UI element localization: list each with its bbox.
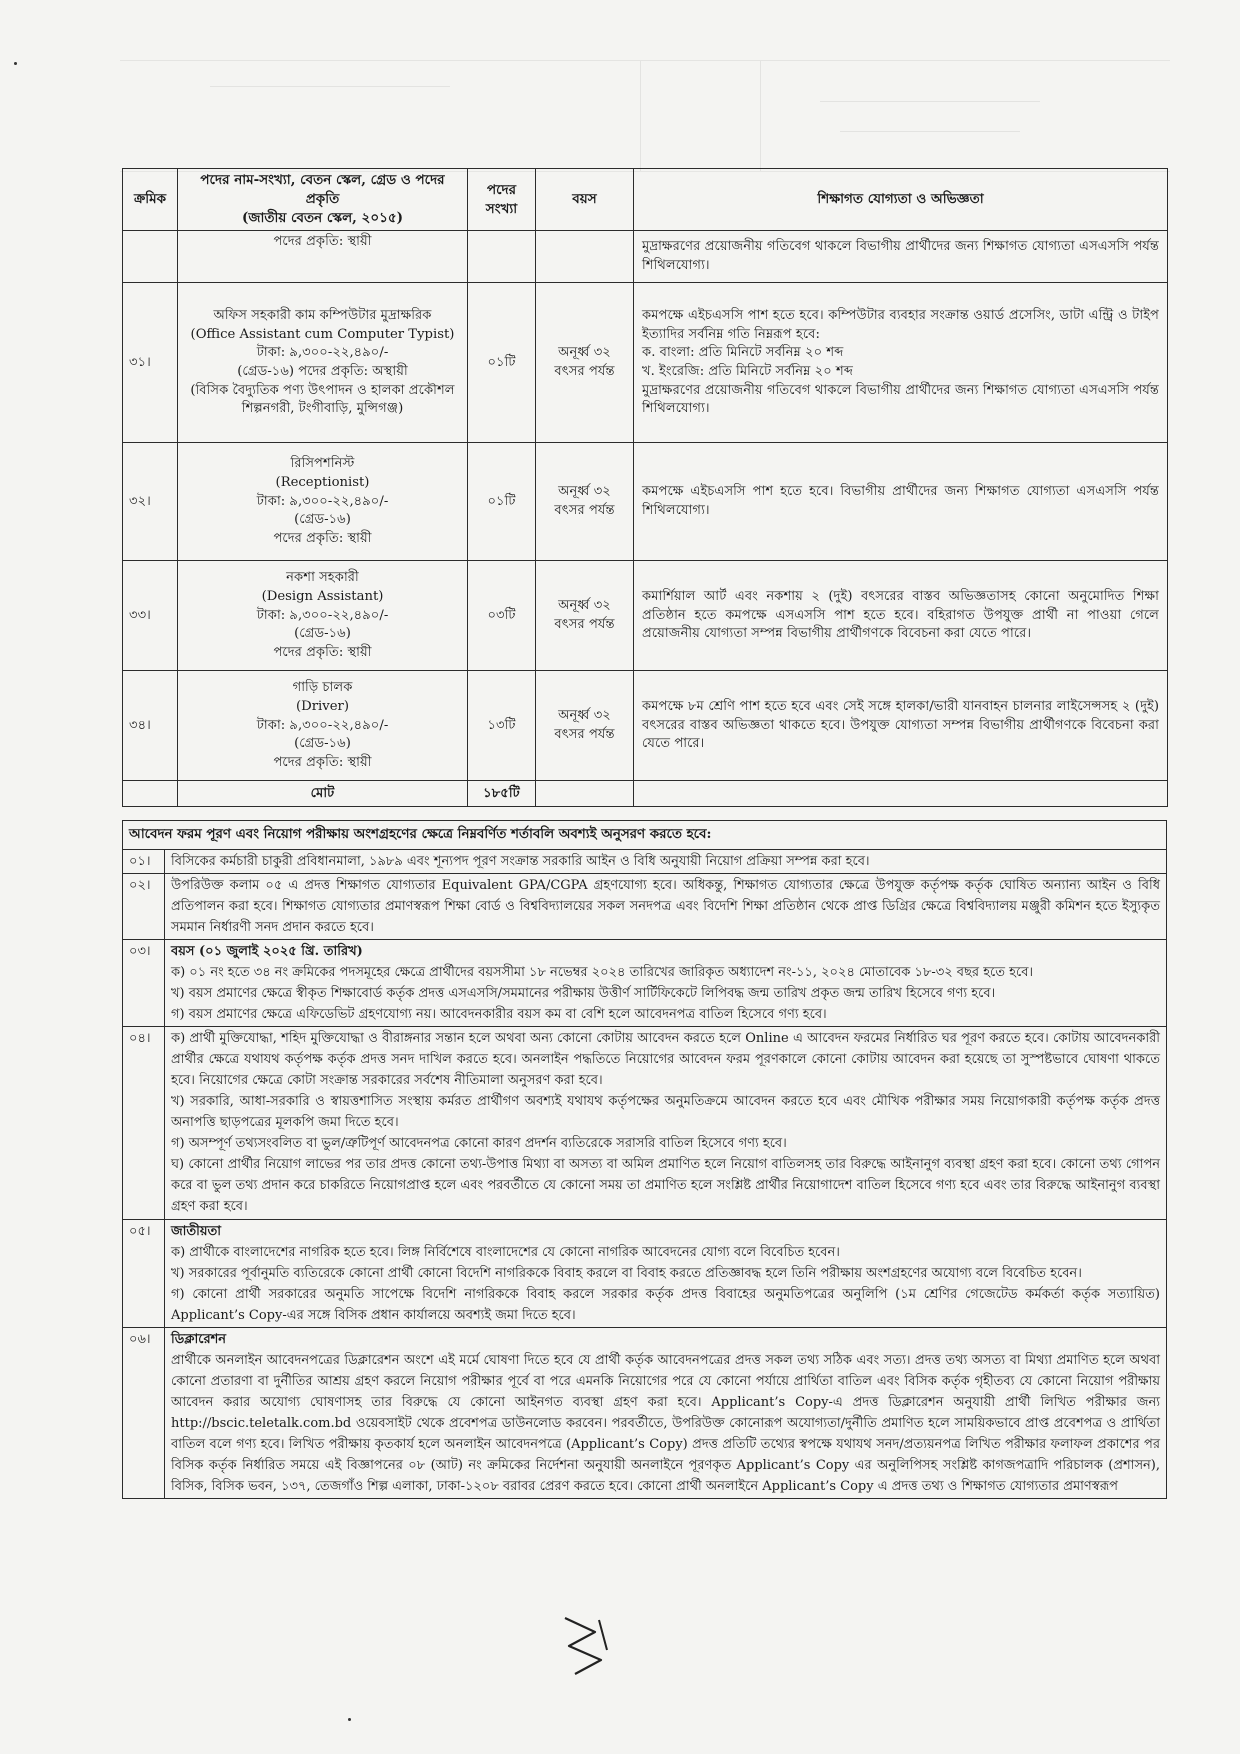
post-age-line2: বৎসর পর্যন্ত — [554, 726, 615, 742]
bleed-through-area — [120, 60, 1170, 172]
post-title-en: (Design Assistant) — [261, 588, 384, 604]
post-age-line1: অনূর্ধ্ব ৩২ — [558, 598, 611, 614]
condition-paragraph: গ) অসম্পূর্ণ তথ্যসংবলিত বা ভুল/ত্রুটিপূর্ণ আবেদনপত্র কোনো কারণ প্রদর্শন ব্যতিরেকে সরাসরি বাতিল হিসেবে গণ্য হবে। — [171, 1136, 787, 1152]
condition-paragraph: ঘ) কোনো প্রার্থীর নিয়োগ লাভের পর তার প্রদত্ত কোনো তথ্য-উপাত্ত মিথ্যা বা অসত্য বা অমিল প্রমাণিত হলে নিয়োগ বাতিলসহ তার বিরুদ্ধে আইনানুগ ব্যবস্থা গ্রহণ করা হবে। কোনো তথ্য গোপন করে বা ভুল তথ্য প্রদান করে চাকরিতে নিয়োগপ্রাপ্ত হলে এবং পরবর্তীতে যে কোনো সময় তা প্রমাণিত হলে সংশ্লিষ্ট প্রার্থীর নিয়োগাদেশ বাতিল হিসেবে গণ্য হবে এবং তার বিরুদ্ধে আইনানুগ ব্যবস্থা গ্রহণ করা হবে। — [171, 1157, 1160, 1215]
post-age-line1: অনূর্ধ্ব ৩২ — [558, 484, 611, 500]
header-post-line1: পদের নাম-সংখ্যা, বেতন স্কেল, গ্রেড ও পদের — [200, 172, 445, 188]
post-qualification — [634, 671, 1168, 781]
post-title: গাড়ি চালক — [292, 680, 353, 696]
condition-body — [165, 1219, 1167, 1327]
condition-paragraph: ক) প্রার্থী মুক্তিযোদ্ধা, শহিদ মুক্তিযোদ্ধা ও বীরাঙ্গনার সন্তান হলে অথবা অন্য কোনো কোটায় আবেদন করতে হলে Online এ আবেদন ফরমের নির্ধারিত ঘর পূরণ করতে হবে। কোটায় আবেদনকারী প্রার্থীর ক্ষেত্রে যথাযথ কর্তৃপক্ষ কর্তৃক প্রদত্ত সনদ দাখিল করতে হবে। অনলাইন পদ্ধতিতে নিয়োগের আবেদন ফরম পূরণকালে কোনো কোটায় আবেদন করা হয়েছে তা সুস্পষ্টভাবে ঘোষণা থাকতে হবে। নিয়োগের ক্ষেত্রে কোটা সংক্রান্ত সরকারের সর্বশেষ নীতিমালা অনুসরণ করা হবে। — [171, 1031, 1160, 1089]
qualification-line: ক. বাংলা: প্রতি মিনিটে সর্বনিম্ন ২০ শব্দ — [642, 345, 844, 361]
qualification-line: খ. ইংরেজি: প্রতি মিনিটে সর্বনিম্ন ২০ শব্দ — [642, 363, 854, 379]
posts-header-row — [123, 169, 1168, 231]
post-pay-scale: টাকা: ৯,৩০০-২২,৪৯০/- — [256, 345, 389, 361]
signature-mark — [555, 1610, 625, 1680]
post-grade: (গ্রেড-১৬) — [294, 512, 351, 528]
header-post-line2: প্রকৃতি — [305, 191, 340, 208]
post-title-en: (Office Assistant cum Computer Typist) — [190, 326, 455, 342]
post-nature: পদের প্রকৃতি: স্থায়ী — [273, 755, 372, 771]
post-serial: ৩৪। — [123, 671, 178, 781]
condition-paragraph: প্রার্থীকে অনলাইন আবেদনপত্রের ডিক্লারেশন অংশে এই মর্মে ঘোষণা দিতে হবে যে প্রার্থী কর্তৃক আবেদনপত্রের প্রদত্ত সকল তথ্য সঠিক এবং সত্য। প্রদত্ত তথ্য অসত্য বা মিথ্যা প্রমাণিত হলে অথবা কোনো প্রতারণা বা দুর্নীতির আশ্রয় গ্রহণ করলে নিয়োগ পরীক্ষার পূর্বে বা পরে এমনকি নিয়োগের পরে যে কোনো পর্যায়ে প্রার্থিতা বাতিল এবং বিসিক কর্তৃক গৃহীতব্য যে কোনো নিয়োগ পরীক্ষায় আবেদন করার অযোগ্য ঘোষণাসহ তার বিরুদ্ধে যে কোনো আইনগত ব্যবস্থা গ্রহণ করা হবে। Applicant’s Copy-এ প্রদত্ত ডিক্লারেশন অনুযায়ী প্রার্থী লিখিত পরীক্ষার জন্য http://bscic.teletalk.com.bd ওয়েবসাইট থেকে প্রবেশপত্র ডাউনলোড করবেন। পরবর্তীতে, উপরিউক্ত কোনোরূপ অযোগ্যতা/দুর্নীতি প্রমাণিত হলে সাময়িকভাবে প্রাপ্ত প্রবেশপত্র ও প্রার্থিতা বাতিল বলে গণ্য হবে। লিখিত পরীক্ষায় কৃতকার্য হলে অনলাইন আবেদনপত্রে (Applicant’s Copy) প্রদত্ত প্রতিটি তথ্যের স্বপক্ষে যথাযথ সনদ/প্রত্যয়নপত্র লিখিত পরীক্ষার ফলাফল প্রকাশের পর বিসিক কর্তৃক নির্ধারিত সময়ে এই বিজ্ঞাপনের ০৮ (আট) নং ক্রমিকের নির্দেশনা অনুযায়ী অনলাইনে পূরণকৃত Applicant’s Copy এর অনুলিপিসহ সংশ্লিষ্ট কাগজপত্রাদি পরিচালক (প্রশাসন), বিসিক, বিসিক ভবন, ১৩৭, তেজগাঁও শিল্প এলাকা, ঢাকা-১২০৮ বরাবর প্রেরণ করতে হবে। কোনো প্রার্থী অনলাইনে Applicant’s Copy এ প্রদত্ত তথ্য ও শিক্ষাগত যোগ্যতার প্রমাণস্বরূপ — [171, 1352, 1160, 1495]
post-pay-scale: টাকা: ৯,৩০০-২২,৪৯০/- — [256, 717, 389, 733]
condition-body — [165, 1327, 1167, 1498]
condition-item — [123, 873, 1167, 939]
header-serial: ক্রমিক — [123, 169, 178, 231]
qualification-line: কমপক্ষে ৮ম শ্রেণি পাশ হতে হবে এবং সেই সঙ্গে হালকা/ভারী যানবাহন চালনার লাইসেন্সসহ ২ (দুই) বৎসরের বাস্তব অভিজ্ঞতা থাকতে হবে। উপযুক্ত যোগ্যতা সম্পন্ন বিভাগীয় প্রার্থীগণকে বিবেচনা করা যেতে পারে। — [642, 698, 1159, 752]
post-grade: (গ্রেড-১৬) পদের প্রকৃতি: অস্থায়ী — [237, 363, 408, 379]
total-value: ১৮৫টি — [468, 781, 536, 807]
post-row — [123, 283, 1168, 443]
condition-title: বয়স (০১ জুলাই ২০২৫ খ্রি. তারিখ) — [171, 943, 363, 959]
post-title: অফিস সহকারী কাম কম্পিউটার মুদ্রাক্ষরিক — [213, 307, 432, 323]
condition-body — [165, 849, 1167, 873]
header-age: বয়স — [536, 169, 634, 231]
post-age-line1: অনূর্ধ্ব ৩২ — [558, 345, 611, 361]
post-count: ০৩টি — [468, 561, 536, 671]
qualification-line: কমপক্ষে এইচএসসি পাশ হতে হবে। কম্পিউটার ব্যবহার সংক্রান্ত ওয়ার্ড প্রসেসিং, ডাটা এন্ট্রি ও টাইপ ইত্যাদির সর্বনিম্ন গতি নিম্নরূপ হবে: — [642, 307, 1159, 342]
condition-number: ০২। — [123, 873, 165, 939]
post-age — [536, 671, 634, 781]
post-pay-scale: টাকা: ৯,৩০০-২২,৪৯০/- — [256, 493, 389, 509]
post-count: ০১টি — [468, 283, 536, 443]
condition-item — [123, 1219, 1167, 1327]
post-details — [178, 561, 468, 671]
condition-paragraph: উপরিউক্ত কলাম ০৫ এ প্রদত্ত শিক্ষাগত যোগ্যতার Equivalent GPA/CGPA গ্রহণযোগ্য হবে। অধিকন্তু, শিক্ষাগত যোগ্যতার ক্ষেত্রে উপযুক্ত কর্তৃপক্ষ কর্তৃক ঘোষিত অন্যান্য আইন ও বিধি প্রতিপালন করা হবে। শিক্ষাগত যোগ্যতার প্রমাণস্বরূপ শিক্ষা বোর্ড ও বিশ্ববিদ্যালয়ের সকল সনদপত্র এবং বিদেশি শিক্ষা প্রতিষ্ঠান থেকে প্রাপ্ত ডিগ্রির ক্ষেত্রে বিশ্ববিদ্যালয় মঞ্জুরী কমিশন হতে ইস্যুকৃত সমমান নির্ধারণী সনদ প্রদান করতে হবে। — [171, 877, 1160, 935]
post-age-line1: অনূর্ধ্ব ৩২ — [558, 708, 611, 724]
total-row — [123, 781, 1168, 807]
post-title-en: (Driver) — [296, 698, 349, 714]
post-age — [536, 443, 634, 561]
post-count: ১৩টি — [468, 671, 536, 781]
condition-number: ০৩। — [123, 939, 165, 1026]
post-pay-scale: টাকা: ৯,৩০০-২২,৪৯০/- — [256, 607, 389, 623]
post-serial: ৩২। — [123, 443, 178, 561]
post-grade: (গ্রেড-১৬) — [294, 736, 351, 752]
qualification-line: মুদ্রাক্ষরণের প্রয়োজনীয় গতিবেগ থাকলে বিভাগীয় প্রার্থীদের জন্য শিক্ষাগত যোগ্যতা এসএসসি পর্যন্ত শিথিলযোগ্য। — [642, 382, 1159, 417]
condition-item — [123, 849, 1167, 873]
post-age — [536, 561, 634, 671]
condition-number: ০৬। — [123, 1327, 165, 1498]
condition-body — [165, 939, 1167, 1026]
header-qualification: শিক্ষাগত যোগ্যতা ও অভিজ্ঞতা — [634, 169, 1168, 231]
condition-item — [123, 939, 1167, 1026]
post-age — [536, 283, 634, 443]
post-serial: ৩৩। — [123, 561, 178, 671]
condition-item — [123, 1027, 1167, 1219]
post-details — [178, 283, 468, 443]
condition-item — [123, 1327, 1167, 1498]
post-grade: (গ্রেড-১৬) — [294, 626, 351, 642]
header-count: পদের সংখ্যা — [468, 169, 536, 231]
post-qualification — [634, 283, 1168, 443]
post-age-line2: বৎসর পর্যন্ত — [554, 363, 615, 379]
post-count: ০১টি — [468, 443, 536, 561]
condition-number: ০৫। — [123, 1219, 165, 1327]
post-serial: ৩১। — [123, 283, 178, 443]
condition-body — [165, 873, 1167, 939]
post-qualification — [634, 561, 1168, 671]
condition-paragraph: বিসিকের কর্মচারী চাকুরী প্রবিধানমালা, ১৯৮৯ এবং শূন্যপদ পূরণ সংক্রান্ত সরকারি আইন ও বিধি অনুযায়ী নিয়োগ প্রক্রিয়া সম্পন্ন করা হবে। — [171, 853, 870, 869]
condition-paragraph: ক) প্রার্থীকে বাংলাদেশের নাগরিক হতে হবে। লিঙ্গ নির্বিশেষে বাংলাদেশের যে কোনো নাগরিক আবেদনের যোগ্য বলে বিবেচিত হবেন। — [171, 1244, 840, 1260]
condition-paragraph: গ) বয়স প্রমাণের ক্ষেত্রে এফিডেভিট গ্রহণযোগ্য নয়। আবেদনকারীর বয়স কম বা বেশি হলে আবেদনপত্র বাতিল হিসেবে গণ্য হবে। — [171, 1007, 827, 1023]
post-row — [123, 561, 1168, 671]
post-row — [123, 443, 1168, 561]
page-speck — [348, 1718, 351, 1721]
condition-paragraph: খ) সরকারি, আধা-সরকারি ও স্বায়ত্তশাসিত সংস্থায় কর্মরত প্রার্থীগণ অবশ্যই যথাযথ কর্তৃপক্ষের অনুমতিক্রমে আবেদন করতে হবে এবং মৌখিক পরীক্ষার সময় নিয়োগকারী কর্তৃপক্ষ কর্তৃক প্রদত্ত অনাপত্তি ছাড়পত্রের মূলকপি জমা দিতে হবে। — [171, 1094, 1160, 1131]
condition-title: জাতীয়তা — [171, 1223, 222, 1239]
post-nature: পদের প্রকৃতি: স্থায়ী — [273, 531, 372, 547]
condition-number: ০৪। — [123, 1027, 165, 1219]
post-title-en: (Receptionist) — [275, 474, 370, 490]
post-title: নকশা সহকারী — [286, 570, 359, 586]
carry-over-row — [123, 231, 1168, 283]
post-nature: পদের প্রকৃতি: স্থায়ী — [273, 645, 372, 661]
conditions-heading: আবেদন ফরম পূরণ এবং নিয়োগ পরীক্ষায় অংশগ্রহণের ক্ষেত্রে নিম্নবর্ণিত শর্তাবলি অবশ্যই অনুসরণ করতে হবে: — [123, 821, 1167, 850]
condition-paragraph: ক) ০১ নং হতে ৩৪ নং ক্রমিকের পদসমূহের ক্ষেত্রে প্রার্থীদের বয়সসীমা ১৮ নভেম্বর ২০২৪ তারিখের জারিকৃত অধ্যাদেশ নং-১১, ২০২৪ মোতাবেক ১৮-৩২ বছর হতে হবে। — [171, 964, 1034, 980]
condition-paragraph: গ) কোনো প্রার্থী সরকারের অনুমতি সাপেক্ষে বিদেশি নাগরিককে বিবাহ করলে সরকার কর্তৃক প্রদত্ত বিবাহের অনুমতিপত্রের অনুলিপি (১ম শ্রেণির গেজেটেড কর্মকর্তা কর্তৃক সত্যায়িত) Applicant’s Copy-এর সঙ্গে বিসিক প্রধান কার্যালয়ে অবশ্যই জমা দিতে হবে। — [171, 1286, 1160, 1323]
qualification-line: কমপক্ষে এইচএসসি পাশ হতে হবে। বিভাগীয় প্রার্থীদের জন্য শিক্ষাগত যোগ্যতা এসএসসি পর্যন্ত শিথিলযোগ্য। — [642, 484, 1159, 518]
post-age-line2: বৎসর পর্যন্ত — [554, 502, 615, 518]
conditions-heading-row — [123, 821, 1167, 850]
post-age-line2: বৎসর পর্যন্ত — [554, 616, 615, 632]
qualification-line: কমার্শিয়াল আর্ট এবং নকশায় ২ (দুই) বৎসরের বাস্তব অভিজ্ঞতাসহ কোনো অনুমোদিত শিক্ষা প্রতিষ্ঠান হতে কমপক্ষে এসএসসি পাশ হতে হবে। বহিরাগত উপযুক্ত প্রার্থী না পাওয়া গেলে প্রয়োজনীয় যোগ্যতা সম্পন্ন বিভাগীয় প্রার্থীগণকে বিবেচনা করা যেতে পারে। — [642, 588, 1159, 642]
carry-over-nature: পদের প্রকৃতি: স্থায়ী — [178, 231, 468, 283]
condition-title: ডিক্লারেশন — [171, 1331, 227, 1347]
condition-number: ০১। — [123, 849, 165, 873]
post-details — [178, 671, 468, 781]
total-label: মোট — [178, 781, 468, 807]
post-title: রিসিপশনিস্ট — [290, 456, 355, 472]
carry-over-qualification: মুদ্রাক্ষরণের প্রয়োজনীয় গতিবেগ থাকলে বিভাগীয় প্রার্থীদের জন্য শিক্ষাগত যোগ্যতা এসএসসি পর্যন্ত শিথিলযোগ্য। — [634, 231, 1168, 283]
post-qualification — [634, 443, 1168, 561]
post-row — [123, 671, 1168, 781]
condition-paragraph: খ) বয়স প্রমাণের ক্ষেত্রে স্বীকৃত শিক্ষাবোর্ড কর্তৃক প্রদত্ত এসএসসি/সমমানের পরীক্ষায় উত্তীর্ণ সার্টিফিকেটে লিপিবদ্ধ জন্ম তারিখ প্রকৃত জন্ম তারিখ হিসেবে গণ্য হবে। — [171, 985, 996, 1001]
page-speck — [14, 62, 17, 65]
post-details — [178, 443, 468, 561]
post-location: (বিসিক বৈদ্যুতিক পণ্য উৎপাদন ও হালকা প্রকৌশল শিল্পনগরী, টংগীবাড়ি, মুন্সিগঞ্জ) — [190, 382, 455, 417]
posts-table — [122, 168, 1168, 807]
condition-body — [165, 1027, 1167, 1219]
header-post — [178, 169, 468, 231]
header-post-line3: (জাতীয় বেতন স্কেল, ২০১৫) — [241, 210, 404, 227]
condition-paragraph: খ) সরকারের পূর্বানুমতি ব্যতিরেকে কোনো প্রার্থী কোনো বিদেশি নাগরিককে বিবাহ করলে বা বিবাহ করতে প্রতিজ্ঞাবদ্ধ হলে তিনি পরীক্ষায় অংশগ্রহণের অযোগ্য বলে বিবেচিত হবেন। — [171, 1265, 1082, 1281]
conditions-table — [122, 820, 1167, 1499]
